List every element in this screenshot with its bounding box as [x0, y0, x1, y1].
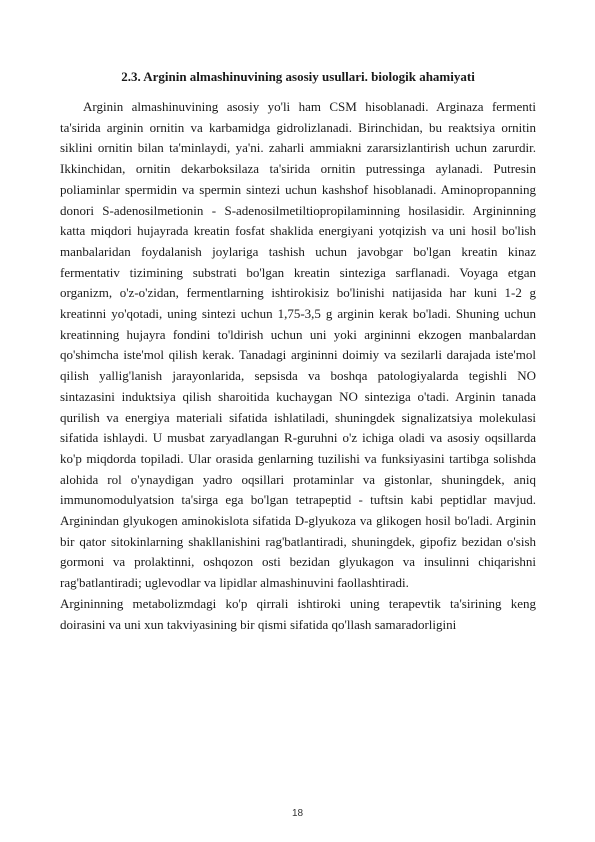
- paragraph-therapeutic-use: Argininning metabolizmdagi ko'p qirrali ishtiroki uning terapevtik ta'sirining keng doirasini va uni xun takviyasining bir qismi sifatida qo'llash samaradorligini: [60, 595, 536, 632]
- body-text: [60, 97, 536, 635]
- section-heading: 2.3. Arginin almashinuvining asosiy usullari. biologik ahamiyati: [121, 69, 475, 84]
- page-number: 18: [291, 808, 304, 819]
- paragraph-arginine-metabolism: Arginin almashinuvining asosiy yo'li ham CSM hisoblanadi. Arginaza fermenti ta'sirida arginin ornitin va karbamidga gidrolizlanadi. Birinchidan, bu reaktsiya ornitin siklini ornitin bilan ta'minlaydi, ya'ni. zaharli ammiakni zararsizlantirish uchun zarurdir. Ikkinchidan, ornitin dekarboksilaza ta'sirida ornitin putressinga aylanadi. Putresin poliaminlar spermidin va spermin sintezi uchun kashshof hisoblanadi. Aminopropanning donori S-adenosilmetionin - S-adenosilmetiltiopropilaminning hosilasidir. Argininning katta miqdori hujayrada kreatin fosfat shaklida energiyani yotqizish va uni hosil bo'lish manbalaridan foydalanish joylariga tashish uchun javobgar bo'lgan kreatin kinaz fermentativ tizimining substrati bo'lgan kreatin sinteziga sarflanadi. Voyaga etgan organizm, o'z-o'zidan, fermentlarning ishtirokisiz bo'linishi natijasida har kuni 1-2 g kreatinni yo'qotadi, uning sintezi uchun 1,75-3,5 g arginin kerak bo'ladi. Shuning uchun kreatinning hujayra fondini to'ldirish uchun uni yoki argininni ekzogen manbalardan qo'shimcha iste'mol qilish kerak. Tanadagi argininni doimiy va sezilarli darajada iste'mol qilish yallig'lanish jarayonlarida, sepsisda va boshqa patologiyalarda tegishli NO sintazasini induktsiya qilish sharoitida kuchaygan NO sinteziga o'tadi. Arginin tanada qurilish va energiya materiali sifatida ishlatiladi, shuningdek signalizatsiya molekulasi sifatida ishlaydi. U musbat zaryadlangan R-guruhni o'z ichiga oladi va asosiy oqsillarda ko'p miqdorda topiladi. Ular orasida genlarning tuzilishi va funksiyasini tartibga solishda alohida rol o'ynaydigan yadro oqsillari protaminlar va gistonlar, shuningdek, aniq immunomodulyatsion ta'sirga ega bo'lgan tetrapeptid - tuftsin kabi peptidlar mavjud. Arginindan glyukogen aminokislota sifatida D-glyukoza va glikogen hosil bo'ladi. Arginin bir qator sitokinlarning shakllanishini rag'batlantiradi, shuningdek, gipofiz bezidan o'sish gormoni va prolaktinni, oshqozon osti bezidan glyukagon va insulinni chiqarishni rag'batlantiradi; uglevodlar va lipidlar almashinuvini faollashtiradi.: [60, 99, 536, 591]
